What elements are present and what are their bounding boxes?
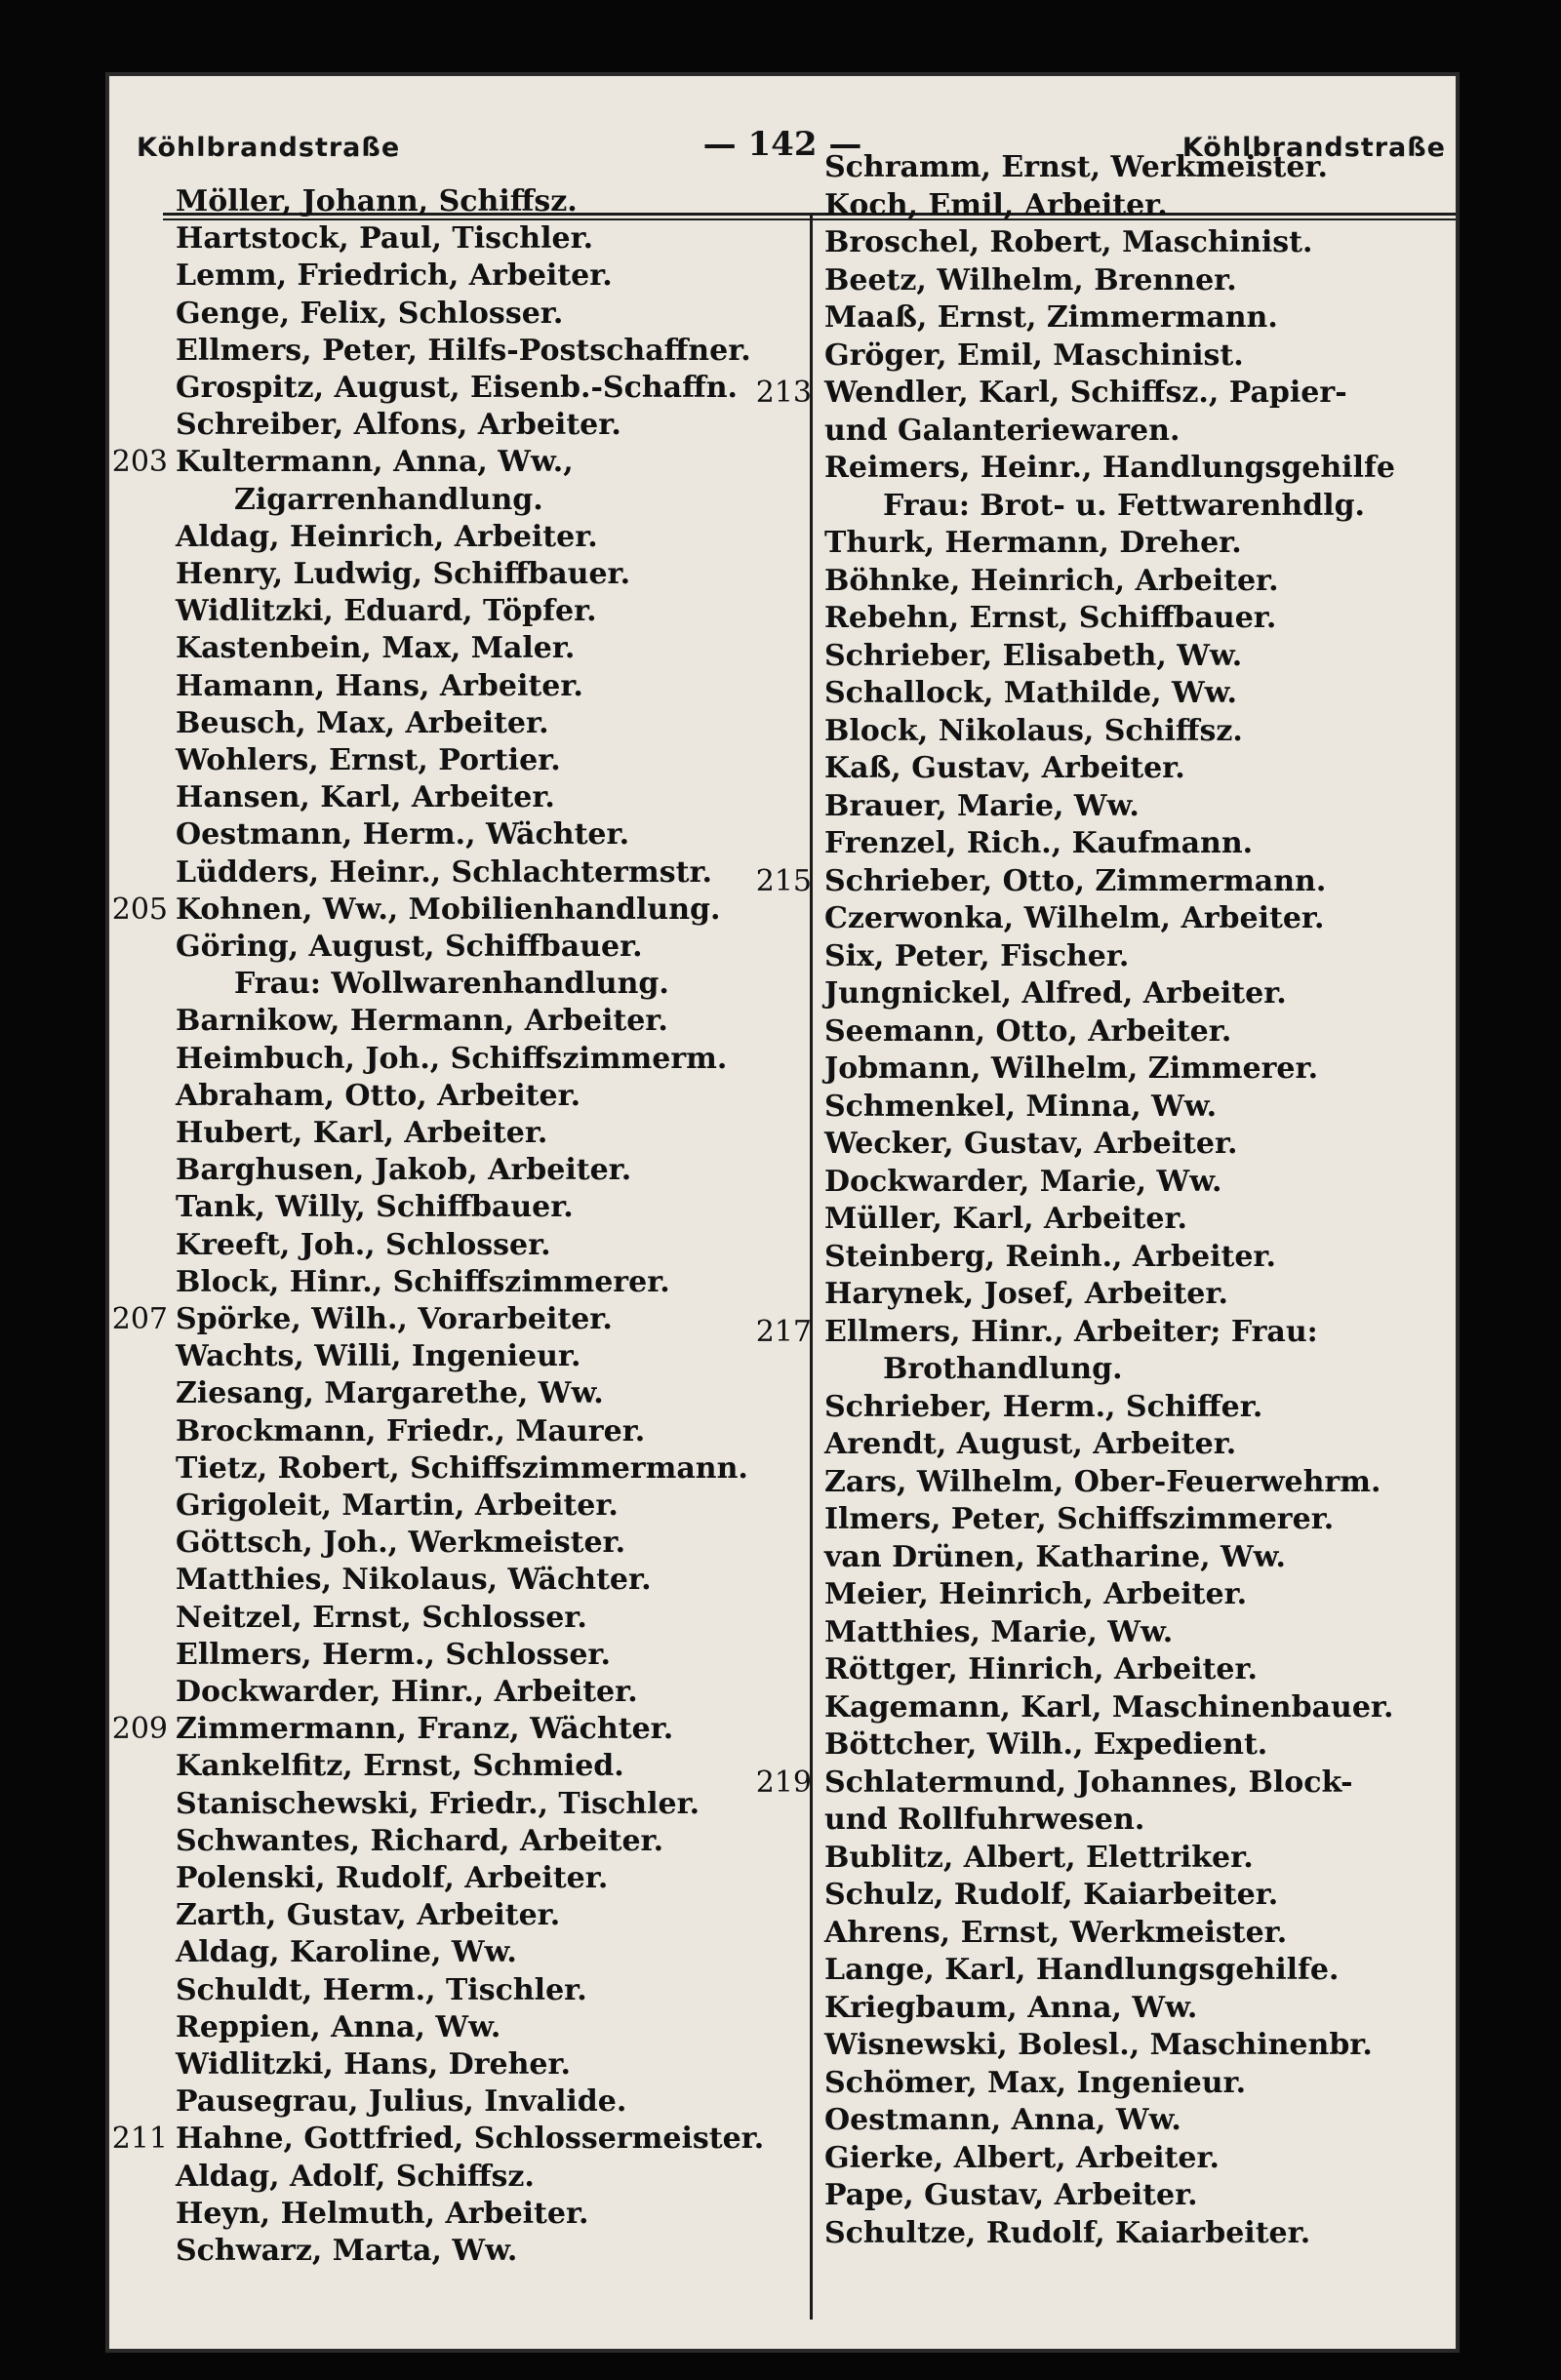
directory-page [109,76,1456,2349]
house-number: 219 [755,1765,812,1800]
directory-entry: Widlitzki, Eduard, Töpfer. [176,594,597,629]
directory-entry: Göring, August, Schiffbauer. [176,930,643,964]
directory-entry: Zigarrenhandlung. [234,482,543,517]
directory-entry: Genge, Felix, Schlosser. [176,296,564,331]
directory-entry: Oestmann, Anna, Ww. [824,2103,1181,2137]
directory-entry: Jobmann, Wilhelm, Zimmerer. [824,1051,1319,1086]
directory-entry: Ellmers, Herm., Schlosser. [176,1637,611,1672]
directory-entry: Möller, Johann, Schiffsz. [176,184,578,218]
directory-entry: Tietz, Robert, Schiffszimmermann. [176,1450,748,1486]
directory-entry: Meier, Heinrich, Arbeiter. [824,1577,1248,1611]
directory-entry: Kastenbein, Max, Maler. [176,631,576,666]
directory-entry: Schrieber, Herm., Schiffer. [824,1389,1263,1424]
directory-entry: van Drünen, Katharine, Ww. [824,1539,1286,1574]
directory-entry: Schultze, Rudolf, Kaiarbeiter. [824,2215,1311,2250]
directory-entry: Schuldt, Herm., Tischler. [176,1972,587,2007]
directory-entry: Zimmermann, Franz, Wächter. [176,1712,674,1747]
page-number: — 142 — [702,125,862,164]
house-number: 211 [111,2122,168,2157]
running-head-right: Köhlbrandstraße [1181,133,1446,163]
directory-entry: Wisnewski, Bolesl., Maschinenbr. [824,2028,1373,2062]
directory-entry: Wendler, Karl, Schiffsz., Papier- [824,376,1347,410]
directory-entry: Brauer, Marie, Ww. [824,788,1140,823]
directory-entry: Steinberg, Reinh., Arbeiter. [824,1239,1276,1274]
directory-entry: Koch, Emil, Arbeiter. [824,187,1168,222]
house-number: 207 [111,1302,168,1336]
directory-entry: Stanischewski, Friedr., Tischler. [176,1786,700,1821]
directory-entry: Ahrens, Ernst, Werkmeister. [824,1915,1288,1950]
directory-entry: Thurk, Hermann, Dreher. [824,526,1242,560]
column-divider [810,213,813,2320]
directory-entry: Reimers, Heinr., Handlungsgehilfe [824,451,1395,485]
directory-entry: Aldag, Karoline, Ww. [176,1935,517,1970]
directory-entry: Schrieber, Otto, Zimmermann. [824,863,1327,898]
directory-entry: Seemann, Otto, Arbeiter. [824,1013,1232,1049]
house-number: 213 [755,376,812,410]
house-number: 209 [111,1712,168,1747]
directory-entry: Schrieber, Elisabeth, Ww. [824,638,1243,673]
directory-entry: Beetz, Wilhelm, Brenner. [824,262,1237,298]
directory-entry: Aldag, Adolf, Schiffsz. [176,2159,535,2194]
directory-entry: Arendt, August, Arbeiter. [824,1427,1237,1461]
directory-entry: Dockwarder, Marie, Ww. [824,1164,1222,1199]
directory-entry: Widlitzki, Hans, Dreher. [176,2047,571,2082]
directory-entry: Schlatermund, Johannes, Block- [824,1765,1353,1800]
directory-entry: Kultermann, Anna, Ww., [176,445,574,480]
directory-entry: Bublitz, Albert, Elettriker. [824,1840,1254,1875]
house-number: 215 [755,863,812,898]
directory-entry: Brockmann, Friedr., Maurer. [176,1413,646,1448]
directory-entry: Böttcher, Wilh., Expedient. [824,1727,1268,1762]
house-number: 205 [111,892,168,927]
directory-entry: Wecker, Gustav, Arbeiter. [824,1127,1238,1161]
directory-entry: Göttsch, Joh., Werkmeister. [176,1526,626,1561]
house-number: 217 [755,1314,812,1349]
directory-entry: Müller, Karl, Arbeiter. [824,1202,1187,1236]
directory-entry: und Galanteriewaren. [824,413,1181,448]
directory-entry: Kohnen, Ww., Mobilienhandlung. [176,892,721,927]
directory-entry: Jungnickel, Alfred, Arbeiter. [824,976,1287,1011]
directory-entry: Ellmers, Peter, Hilfs-Postschaffner. [176,333,751,368]
directory-entry: Henry, Ludwig, Schiffbauer. [176,557,631,591]
directory-entry: Aldag, Heinrich, Arbeiter. [176,519,598,554]
directory-entry: Hansen, Karl, Arbeiter. [176,780,555,815]
directory-entry: Ziesang, Margarethe, Ww. [176,1376,604,1411]
directory-entry: Heimbuch, Joh., Schiffszimmerm. [176,1041,728,1076]
directory-entry: Frau: Brot- u. Fettwarenhdlg. [883,488,1366,523]
directory-entry: Barghusen, Jakob, Arbeiter. [176,1153,632,1188]
running-head-left: Köhlbrandstraße [137,133,401,163]
directory-entry: Pausegrau, Julius, Invalide. [176,2084,627,2120]
directory-entry: Abraham, Otto, Arbeiter. [176,1078,581,1113]
directory-entry: Barnikow, Hermann, Arbeiter. [176,1004,668,1039]
directory-entry: Heyn, Helmuth, Arbeiter. [176,2196,589,2231]
directory-entry: Schulz, Rudolf, Kaiarbeiter. [824,1878,1279,1912]
directory-entry: Spörke, Wilh., Vorarbeiter. [176,1302,613,1336]
directory-entry: Schmenkel, Minna, Ww. [824,1089,1218,1124]
directory-entry: Beusch, Max, Arbeiter. [176,705,549,740]
directory-entry: Zars, Wilhelm, Ober-Feuerwehrm. [824,1464,1381,1499]
directory-entry: Matthies, Marie, Ww. [824,1614,1174,1649]
directory-entry: Zarth, Gustav, Arbeiter. [176,1898,561,1933]
directory-entry: Kankelfitz, Ernst, Schmied. [176,1749,624,1784]
directory-entry: Schwarz, Marta, Ww. [176,2234,518,2268]
directory-entry: Grospitz, August, Eisenb.-Schaffn. [176,371,738,405]
directory-entry: Six, Peter, Fischer. [824,938,1130,973]
directory-entry: Frau: Wollwarenhandlung. [234,967,669,1002]
directory-entry: Schallock, Mathilde, Ww. [824,676,1237,710]
house-number: 203 [111,445,168,480]
directory-entry: Ellmers, Hinr., Arbeiter; Frau: [824,1314,1318,1349]
directory-entry: Schramm, Ernst, Werkmeister. [824,150,1328,184]
directory-entry: Brothandlung. [883,1352,1123,1386]
directory-entry: Kriegbaum, Anna, Ww. [824,1990,1198,2025]
directory-entry: Wachts, Willi, Ingenieur. [176,1339,581,1374]
directory-entry: Reppien, Anna, Ww. [176,2009,501,2044]
directory-entry: Neitzel, Ernst, Schlosser. [176,1600,587,1635]
directory-entry: Lange, Karl, Handlungsgehilfe. [824,1953,1340,1987]
directory-entry: Lemm, Friedrich, Arbeiter. [176,258,613,294]
directory-entry: Lüdders, Heinr., Schlachtermstr. [176,854,712,890]
directory-entry: Hamann, Hans, Arbeiter. [176,668,583,703]
directory-entry: Hahne, Gottfried, Schlossermeister. [176,2122,765,2157]
directory-entry: Böhnke, Heinrich, Arbeiter. [824,563,1279,598]
directory-entry: Block, Hinr., Schiffszimmerer. [176,1264,670,1299]
directory-entry: Broschel, Robert, Maschinist. [824,225,1313,259]
directory-entry: Pape, Gustav, Arbeiter. [824,2178,1198,2212]
directory-entry: Kreeft, Joh., Schlosser. [176,1227,551,1262]
directory-entry: Hubert, Karl, Arbeiter. [176,1116,548,1150]
directory-entry: Schömer, Max, Ingenieur. [824,2065,1247,2100]
directory-entry: Gierke, Albert, Arbeiter. [824,2140,1220,2175]
directory-entry: Gröger, Emil, Maschinist. [824,337,1244,373]
directory-entry: Grigoleit, Martin, Arbeiter. [176,1488,619,1523]
directory-entry: Röttger, Hinrich, Arbeiter. [824,1652,1258,1686]
directory-entry: Czerwonka, Wilhelm, Arbeiter. [824,901,1325,935]
directory-entry: Hartstock, Paul, Tischler. [176,221,594,257]
directory-entry: Harynek, Josef, Arbeiter. [824,1277,1228,1311]
directory-entry: Frenzel, Rich., Kaufmann. [824,826,1254,860]
directory-entry: Ilmers, Peter, Schiffszimmerer. [824,1502,1335,1536]
directory-entry: Maaß, Ernst, Zimmermann. [824,300,1278,335]
directory-entry: Block, Nikolaus, Schiffsz. [824,713,1243,748]
directory-entry: Oestmann, Herm., Wächter. [176,817,630,853]
directory-entry: Rebehn, Ernst, Schiffbauer. [824,601,1277,635]
directory-entry: Tank, Willy, Schiffbauer. [176,1190,574,1225]
directory-entry: Kagemann, Karl, Maschinenbauer. [824,1689,1394,1725]
directory-entry: Kaß, Gustav, Arbeiter. [824,751,1185,785]
directory-entry: Schwantes, Richard, Arbeiter. [176,1823,664,1858]
directory-entry: Wohlers, Ernst, Portier. [176,743,561,777]
directory-entry: Matthies, Nikolaus, Wächter. [176,1563,652,1598]
directory-entry: Dockwarder, Hinr., Arbeiter. [176,1675,638,1709]
directory-entry: Schreiber, Alfons, Arbeiter. [176,408,621,443]
directory-entry: Polenski, Rudolf, Arbeiter. [176,1861,609,1895]
directory-entry: und Rollfuhrwesen. [824,1803,1145,1837]
